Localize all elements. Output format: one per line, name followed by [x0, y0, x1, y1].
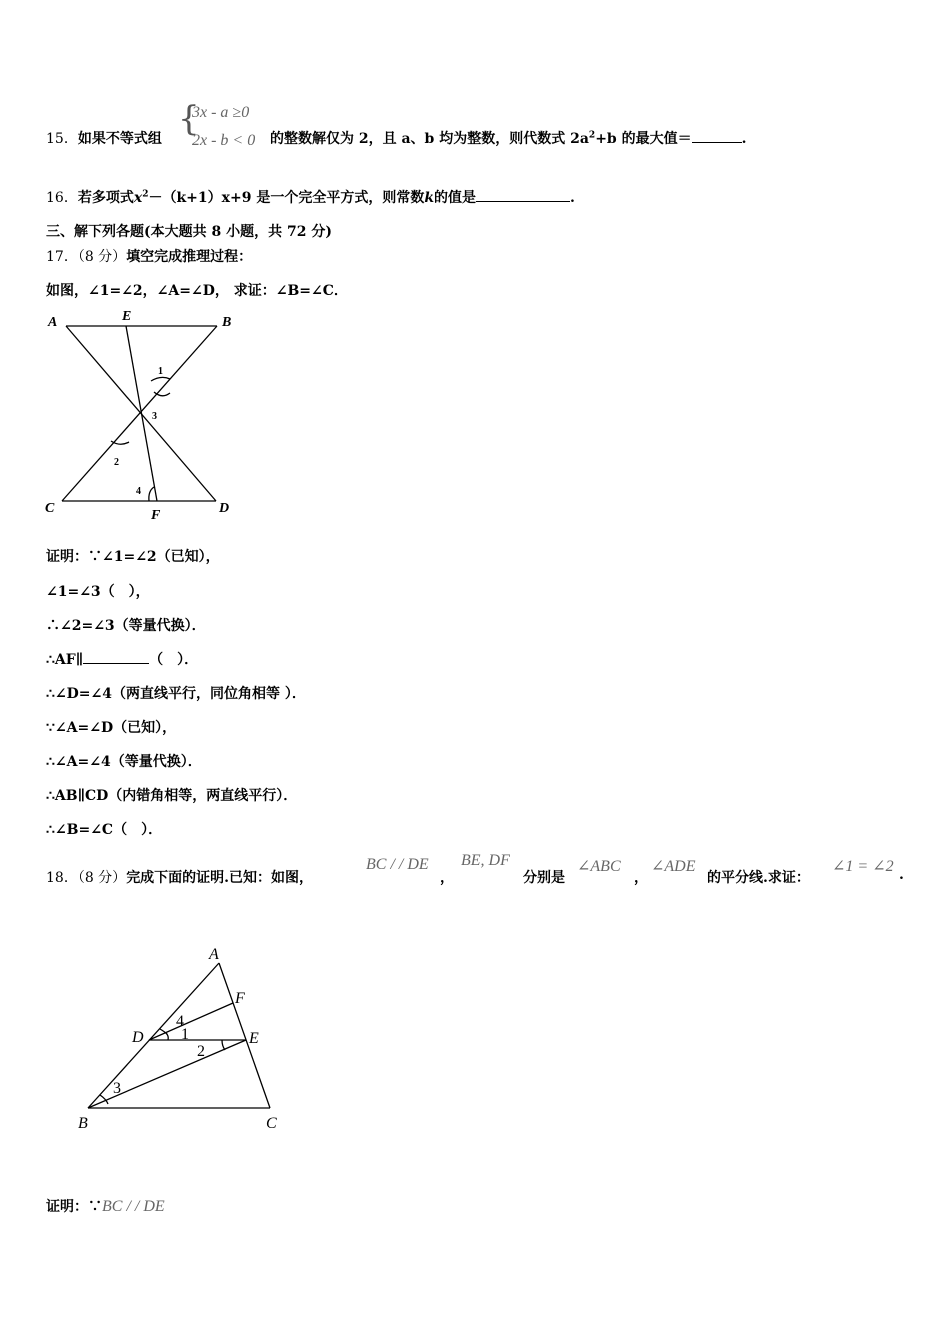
q17-arc-4 [149, 487, 154, 501]
q17-proof-line-4-text: ∴AF∥ [46, 652, 84, 668]
q17-label-1: 1 [158, 366, 163, 377]
q18-proof-prefix: 证明：∵ [46, 1199, 102, 1215]
q17-proof-line-6: ∵∠A=∠D（已知）， [46, 720, 177, 736]
q16-number: 16． [46, 190, 78, 206]
q15-answer-blank[interactable] [692, 130, 742, 143]
q16-suffix: 的值是 [434, 190, 477, 206]
q18-segment-be [88, 1040, 246, 1108]
q18-math-bc-de: BC / / DE [366, 856, 429, 873]
q18-label-d: D [132, 1029, 144, 1046]
q17-title: 填空完成推理过程： [126, 249, 253, 265]
q17-label-f: F [151, 508, 161, 523]
q15-brace: { [178, 99, 200, 139]
q15-prefix: 如果不等式组 [77, 131, 162, 147]
q17-proof-line-8: ∴AB∥CD（内错角相等，两直线平行）． [46, 788, 298, 804]
q18-arc-2 [222, 1040, 225, 1050]
q17-label-4: 4 [136, 486, 141, 497]
q17-proof-line-9: ∴∠B=∠C（ ）． [46, 822, 163, 838]
q18-line [46, 867, 313, 887]
q16-sup: 2 [142, 189, 149, 200]
q15-line [46, 128, 162, 148]
q16-prefix: 若多项式 [77, 190, 134, 206]
q16-var: x [133, 190, 143, 206]
q18-score: （8 分） [77, 870, 127, 886]
q18-math-be-df: BE, DF [461, 852, 510, 869]
q15-suffix-b: +b 的最大值＝ [595, 131, 692, 147]
q17-number: 17． [46, 249, 78, 265]
q17-label-b: B [222, 315, 232, 330]
q18-text3: 的平分线.求证： [707, 870, 810, 886]
q17-proof-line-7: ∴∠A=∠4（等量代换）． [46, 754, 202, 770]
q18-number: 18． [46, 870, 78, 886]
q15-suffix-a: 的整数解仅为 2，且 a、b 均为整数，则代数式 2a [270, 131, 589, 147]
q18-figure [70, 940, 300, 1140]
q17-label-2: 2 [114, 457, 119, 468]
q18-proof-math: BC / / DE [102, 1198, 165, 1215]
q18-math-ade: ∠ADE [651, 858, 696, 875]
q18-label-a: A [209, 946, 219, 963]
q15-end: . [741, 131, 747, 147]
q18-proof-line [46, 1196, 165, 1216]
q18-text2: 分别是 [523, 870, 565, 886]
q18-segment-ac [219, 963, 270, 1108]
q18-segment-df [149, 1003, 233, 1040]
q15-sup: 2 [588, 130, 596, 141]
q16-mid: －（k+1）x+9 是一个完全平方式，则常数 [148, 190, 425, 206]
q17-proof-line-1: 证明：∵∠1=∠2（已知）， [46, 549, 220, 565]
q17-arc-1 [151, 377, 170, 381]
q16-k: k [424, 190, 435, 206]
q18-label-3: 3 [113, 1080, 121, 1097]
q18-comma2: ， [634, 870, 648, 886]
q16-answer-blank[interactable] [476, 189, 570, 202]
q18-label-b: B [78, 1115, 88, 1132]
q17-arc-2 [111, 441, 129, 444]
q15-ineq1: 3x - a ≥0 [192, 104, 250, 121]
q17-label-e: E [122, 309, 132, 324]
q17-label-d: D [219, 501, 230, 516]
q15-ineq2: 2x - b < 0 [192, 132, 256, 149]
q17-figure [40, 305, 260, 525]
q18-math-angles: ∠1 = ∠2 [832, 858, 894, 875]
q17-proof-line-2: ∠1=∠3（ ）， [46, 584, 150, 600]
section3-title: 三、解下列各题(本大题共 8 小题，共 72 分) [46, 224, 332, 240]
q17-label-c: C [45, 501, 55, 516]
q18-label-1: 1 [181, 1026, 189, 1043]
q17-header [46, 246, 252, 266]
q18-math-abc: ∠ABC [577, 858, 621, 875]
q17-proof-line-4-suffix: （ ）． [149, 652, 199, 668]
q17-score: （8 分） [77, 249, 127, 265]
q18-comma1: ， [440, 870, 454, 886]
q18-label-c: C [266, 1115, 277, 1132]
q18-arc-1 [166, 1033, 168, 1040]
q15-suffix [270, 128, 746, 148]
q15-number: 15． [46, 131, 78, 147]
q18-end: . [899, 867, 904, 883]
q18-segment-ab [88, 963, 219, 1108]
q17-proof-line-3: ∴∠2=∠3（等量代换）． [46, 618, 206, 634]
q17-label-3: 3 [152, 411, 157, 422]
q16-end: . [570, 190, 575, 206]
q17-label-a: A [48, 315, 58, 330]
q17-proof-line-5: ∴∠D=∠4（两直线平行，同位角相等 ）． [46, 686, 306, 702]
q18-label-4: 4 [176, 1013, 184, 1030]
q18-label-e: E [249, 1030, 259, 1047]
q17-af-blank[interactable] [83, 651, 149, 664]
q17-proof-line-4 [46, 649, 198, 669]
q18-text1: 完成下面的证明.已知：如图， [126, 870, 314, 886]
q18-label-2: 2 [197, 1043, 205, 1060]
q18-label-f: F [235, 990, 245, 1007]
q17-statement: 如图，∠1=∠2，∠A=∠D， 求证：∠B=∠C． [46, 283, 348, 299]
q16-line [46, 187, 575, 207]
